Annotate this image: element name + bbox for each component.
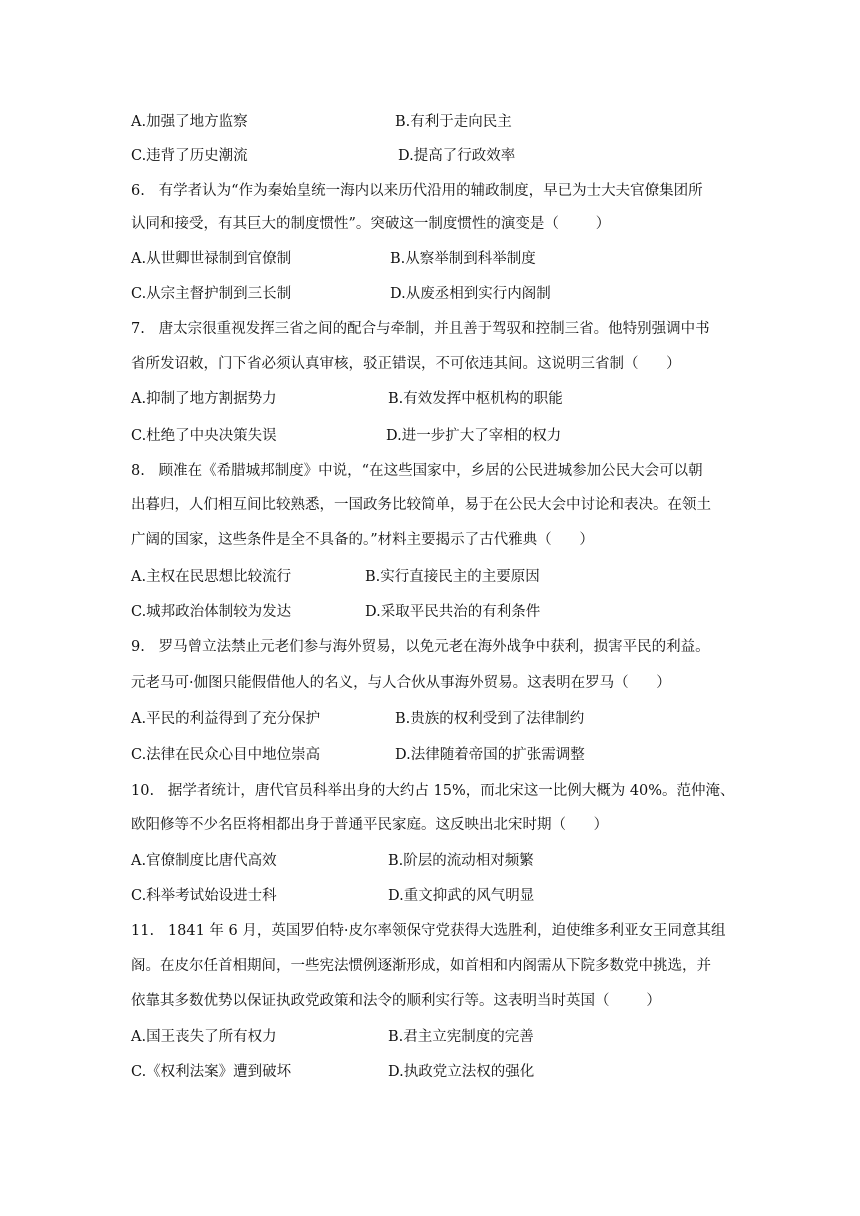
q10-option-b: B.阶层的流动相对频繁 [388, 853, 534, 869]
q8-stem-line-2: 出暮归，人们相互间比较熟悉，一国政务比较简单，易于在公民大会中讨论和表决。在领土 [131, 497, 711, 513]
q9-stem-line-2: 元老马可·伽图只能假借他人的名义，与人合伙从事海外贸易。这表明在罗马（ ） [131, 675, 671, 691]
q5-option-d: D.提高了行政效率 [398, 148, 516, 164]
q6-option-a: A.从世卿世禄制到官僚制 [131, 251, 292, 267]
q5-option-a: A.加强了地方监察 [131, 114, 248, 130]
q7-stem-line-2: 省所发诏敕，门下省必须认真审核，驳正错误，不可依违其间。这说明三省制（ ） [131, 356, 681, 372]
q6-option-d: D.从废丞相到实行内阁制 [390, 286, 551, 302]
q8-option-c: C.城邦政治体制较为发达 [131, 604, 292, 620]
q8-stem-line-1: 8. 顾准在《希腊城邦制度》中说，“在这些国家中，乡居的公民进城参加公民大会可以朝 [131, 463, 703, 479]
q8-option-a: A.主权在民思想比较流行 [131, 569, 292, 585]
q10-stem-line-2: 欧阳修等不少名臣将相都出身于普通平民家庭。这反映出北宋时期（ ） [131, 817, 609, 833]
q9-option-a: A.平民的利益得到了充分保护 [131, 711, 321, 727]
q11-option-d: D.执政党立法权的强化 [388, 1064, 535, 1080]
q9-option-d: D.法律随着帝国的扩张需调整 [395, 747, 585, 763]
q8-stem-line-3: 广阔的国家，这些条件是全不具备的。”材料主要揭示了古代雅典（ ） [131, 532, 594, 548]
q6-option-c: C.从宗主督护制到三长制 [131, 286, 292, 302]
q8-option-b: B.实行直接民主的主要原因 [365, 569, 540, 585]
q10-option-d: D.重文抑武的风气明显 [388, 888, 535, 904]
q10-option-a: A.官僚制度比唐代高效 [131, 853, 277, 869]
q11-stem-line-3: 依靠其多数优势以保证执政党政策和法令的顺利实行等。这表明当时英国（ ） [131, 993, 661, 1009]
q11-option-c: C.《权利法案》遭到破坏 [131, 1064, 292, 1080]
q9-option-c: C.法律在民众心目中地位崇高 [131, 747, 321, 763]
q5-option-b: B.有利于走向民主 [395, 114, 512, 130]
q7-option-d: D.进一步扩大了宰相的权力 [386, 428, 562, 444]
q6-option-b: B.从察举制到科举制度 [390, 251, 536, 267]
q6-stem-line-2: 认同和接受，有其巨大的制度惯性”。突破这一制度惯性的演变是（ ） [131, 216, 611, 232]
q9-option-b: B.贵族的权利受到了法律制约 [395, 711, 585, 727]
q7-option-a: A.抑制了地方割据势力 [131, 391, 277, 407]
q8-option-d: D.采取平民共治的有利条件 [365, 604, 541, 620]
q6-stem-line-1: 6. 有学者认为“作为秦始皇统一海内以来历代沿用的辅政制度，早已为士大夫官僚集团所 [131, 183, 703, 199]
q11-option-b: B.君主立宪制度的完善 [388, 1029, 534, 1045]
q10-stem-line-1: 10. 据学者统计，唐代官员科举出身的大约占 15%，而北宋这一比例大概为 40%。范仲淹、 [131, 783, 735, 799]
q5-option-c: C.违背了历史潮流 [131, 148, 248, 164]
q7-option-c: C.杜绝了中央决策失误 [131, 428, 277, 444]
q9-stem-line-1: 9. 罗马曾立法禁止元老们参与海外贸易，以免元老在海外战争中获利，损害平民的利益。 [131, 639, 710, 655]
q11-stem-line-2: 阁。在皮尔任首相期间，一些宪法惯例逐渐形成，如首相和内阁需从下院多数党中挑选，并 [131, 958, 711, 974]
q7-stem-line-1: 7. 唐太宗很重视发挥三省之间的配合与牵制，并且善于驾驭和控制三省。他特别强调中书 [131, 321, 710, 337]
q7-option-b: B.有效发挥中枢机构的职能 [388, 391, 563, 407]
q11-option-a: A.国王丧失了所有权力 [131, 1029, 277, 1045]
q10-option-c: C.科举考试始设进士科 [131, 888, 277, 904]
q11-stem-line-1: 11. 1841 年 6 月，英国罗伯特·皮尔率领保守党获得大选胜利，迫使维多利亚女王同意其组 [131, 923, 726, 939]
